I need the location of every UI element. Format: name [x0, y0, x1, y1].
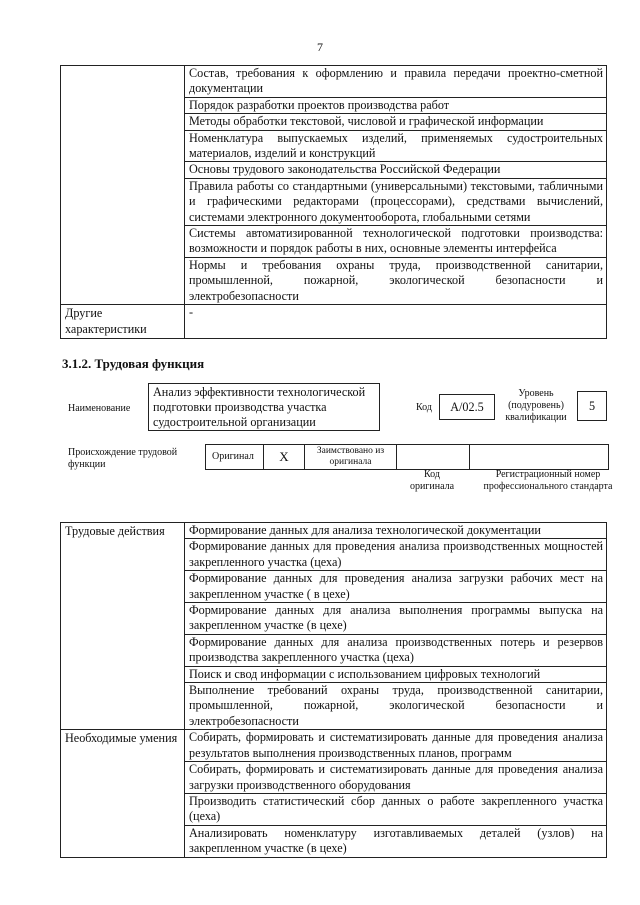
row-item: Производить статистический сбор данных о работе закрепленного участка (цеха): [185, 793, 607, 825]
table-row: [61, 66, 607, 98]
registration-number-cell: [470, 445, 608, 469]
row-item: Состав, требования к оформлению и правила передачи проектно-сметной документации: [185, 66, 607, 98]
row-item: Правила работы со стандартными (универсальными) текстовыми, табличными и графическими редакторами (процессорами), средствами вычислений, системами электронного документооборота, глобальными сетями: [185, 178, 607, 225]
level-label: Уровень (подуровень) квалификации: [505, 388, 567, 423]
row-item: Поиск и свод информации с использованием цифровых технологий: [185, 666, 607, 682]
row-item: -: [185, 305, 607, 339]
row-item: Номенклатура выпускаемых изделий, применяемых судостроительных материалов, изделий и конструкций: [185, 130, 607, 162]
original-mark: X: [264, 445, 305, 469]
borrowed-label: Заимствовано из оригинала: [305, 445, 397, 469]
row-item: Выполнение требований охраны труда, производственной санитарии, промышленной, пожарной, экологической безопасности и электробезопасности: [185, 683, 607, 730]
row-label: Другие характеристики: [61, 305, 185, 339]
code-of-original-label: Код оригинала: [409, 469, 455, 492]
work-actions-table: [60, 522, 607, 858]
row-item: Системы автоматизированной технологической подготовки производства: возможности и порядок работы в них, основные элементы интерфейса: [185, 226, 607, 258]
code-label: Код: [416, 402, 432, 413]
row-item: Собирать, формировать и систематизировать данные для проведения анализа результатов выполнения производственных планов, программ: [185, 730, 607, 762]
row-item: Формирование данных для проведения анализа производственных мощностей закрепленного участка (цеха): [185, 539, 607, 571]
function-name-box: Анализ эффективности технологической подготовки производства участка судостроительной организации: [148, 383, 380, 431]
row-item: Формирование данных для анализа производственных потерь и резервов производства закрепленного участка (цеха): [185, 634, 607, 666]
original-code-cell: [397, 445, 470, 469]
original-label: Оригинал: [206, 445, 264, 469]
origin-row: [205, 444, 609, 470]
row-item: Формирование данных для анализа выполнения программы выпуска на закрепленном участке (в цехе): [185, 603, 607, 635]
row-item: Собирать, формировать и систематизировать данные для проведения анализа загрузки производственного оборудования: [185, 762, 607, 794]
row-label: Трудовые действия: [61, 523, 185, 730]
row-label: Необходимые умения: [61, 730, 185, 857]
row-item: Методы обработки текстовой, числовой и графической информации: [185, 114, 607, 130]
row-item: Анализировать номенклатуру изготавливаемых деталей (узлов) на закрепленном участке (в цехе): [185, 825, 607, 857]
row-label: [61, 66, 185, 305]
row-item: Нормы и требования охраны труда, производственной санитарии, промышленной, пожарной, экологической безопасности и электробезопасности: [185, 257, 607, 304]
row-item: Порядок разработки проектов производства работ: [185, 97, 607, 113]
row-item: Формирование данных для проведения анализа загрузки рабочих мест на закрепленном участке ( в цехе): [185, 571, 607, 603]
page-number: 7: [317, 40, 323, 54]
registration-number-label: Регистрационный номер профессионального стандарта: [483, 469, 613, 492]
function-code-box: А/02.5: [439, 394, 495, 420]
table-row: [61, 730, 607, 762]
qualification-level-box: 5: [577, 391, 607, 421]
table-row: [61, 523, 607, 539]
knowledge-table: [60, 65, 607, 339]
origin-label: Происхождение трудовой функции: [68, 447, 178, 470]
section-heading: 3.1.2. Трудовая функция: [62, 356, 205, 371]
name-label: Наименование: [68, 403, 131, 414]
row-item: Формирование данных для анализа технологической документации: [185, 523, 607, 539]
table-row: [61, 305, 607, 339]
row-item: Основы трудового законодательства Российской Федерации: [185, 162, 607, 178]
